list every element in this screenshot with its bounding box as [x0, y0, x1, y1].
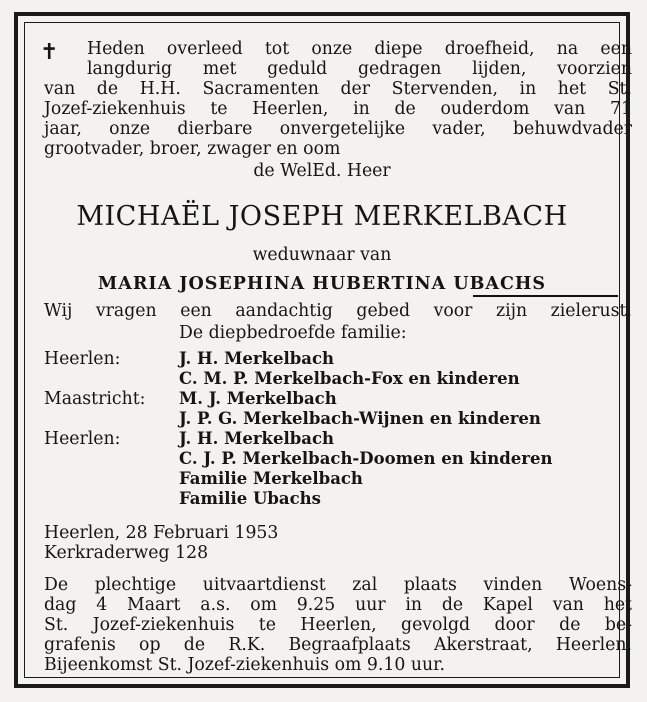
spouse-surname-underline: [473, 295, 618, 297]
funeral-line-5: Bijeenkomst St. Jozef-ziekenhuis om 9.10 uur.: [44, 655, 445, 675]
intro-line-1: Heden overleed tot onze diepe droefheid, na een: [87, 39, 632, 59]
family-member: J. H. Merkelbach: [179, 349, 335, 368]
prayer-request: Wij vragen een aandachtig gebed voor zijn zielerust.: [44, 301, 632, 321]
funeral-line-3: St. Jozef-ziekenhuis te Heerlen, gevolgd door de be-: [44, 615, 632, 635]
funeral-line-4: grafenis op de R.K. Begraafplaats Akerstraat, Heerlen.: [44, 635, 632, 655]
funeral-line-1: De plechtige uitvaartdienst zal plaats vinden Woens-: [44, 575, 632, 595]
widower-text: weduwnaar van: [252, 245, 392, 265]
family-city: Heerlen:: [44, 429, 121, 449]
family-city: Heerlen:: [44, 349, 121, 369]
family-member: Familie Merkelbach: [179, 469, 363, 488]
family-city: Maastricht:: [44, 389, 146, 409]
place-date: Heerlen, 28 Februari 1953: [44, 523, 279, 543]
family-member: J. P. G. Merkelbach-Wijnen en kinderen: [179, 409, 541, 428]
intro-line-6: grootvader, broer, zwager en oom: [44, 139, 341, 159]
intro-line-3: van de H.H. Sacramenten der Stervenden, in het St.: [44, 79, 632, 99]
funeral-line-2: dag 4 Maart a.s. om 9.25 uur in de Kapel van het: [44, 595, 632, 615]
family-member: J. H. Merkelbach: [179, 429, 335, 448]
cross-icon: ✝: [40, 40, 59, 65]
intro-line-5: jaar, onze dierbare onvergetelijke vader, behuwdvader: [44, 119, 632, 139]
family-member: C. J. P. Merkelbach-Doomen en kinderen: [179, 449, 553, 468]
obituary-notice: [14, 12, 630, 688]
family-heading: De diepbedroefde familie:: [179, 323, 407, 343]
family-member: M. J. Merkelbach: [179, 389, 337, 408]
spouse-name: MARIA JOSEPHINA HUBERTINA UBACHS: [97, 274, 547, 294]
family-member: Familie Ubachs: [179, 489, 321, 508]
obituary-inner-frame: [24, 22, 632, 678]
family-member: C. M. P. Merkelbach-Fox en kinderen: [179, 369, 520, 388]
honorific: de WelEd. Heer: [253, 161, 391, 181]
intro-line-2: langdurig met geduld gedragen lijden, voorzien: [87, 59, 632, 79]
deceased-name: MICHAËL JOSEPH MERKELBACH: [76, 201, 568, 232]
intro-line-4: Jozef-ziekenhuis te Heerlen, in de ouderdom van 71: [44, 99, 632, 119]
address: Kerkraderweg 128: [44, 543, 209, 563]
